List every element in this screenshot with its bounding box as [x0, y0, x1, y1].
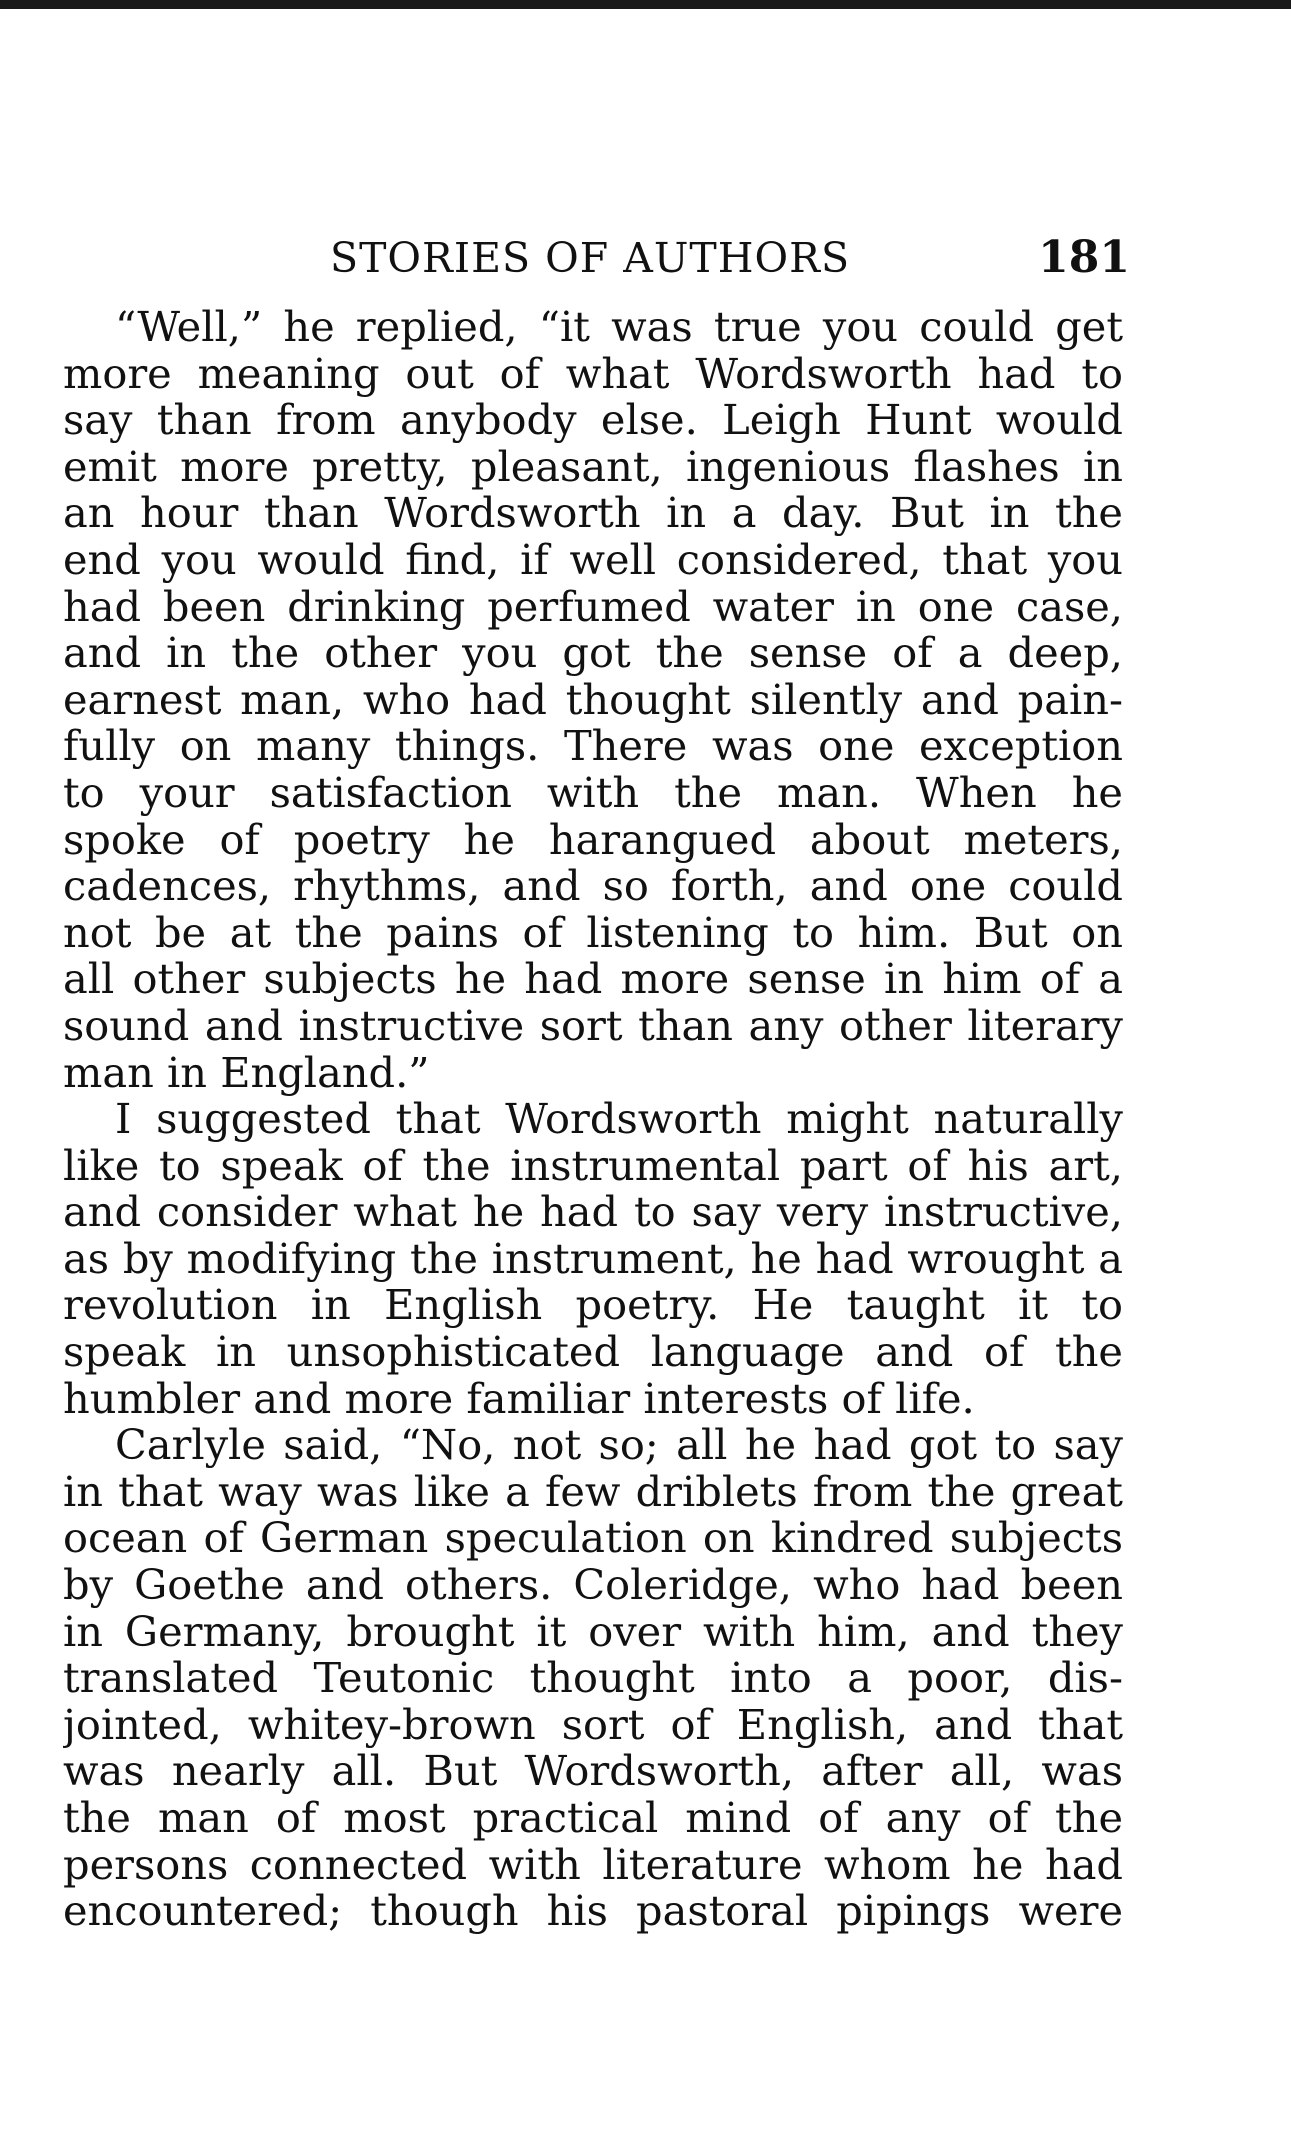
text-line: spoke of poetry he harangued about meters,	[63, 816, 1123, 864]
text-line: fully on many things. There was one exception	[63, 723, 1123, 770]
paragraph-3	[63, 1422, 1123, 1935]
text-line: cadences, rhythms, and so forth, and one could	[63, 863, 1123, 910]
text-line: as by modifying the instrument, he had wrought a	[63, 1235, 1123, 1283]
top-edge-rule	[0, 0, 1291, 9]
text-line: “Well,” he replied, “it was true you could get	[115, 304, 1123, 351]
running-title: STORIES OF AUTHORS	[330, 234, 851, 282]
text-line: translated Teutonic thought into a poor, dis-	[63, 1655, 1123, 1702]
text-line: like to speak of the instrumental part of his art,	[63, 1142, 1123, 1190]
paragraph-2	[63, 1096, 1123, 1422]
text-line: end you would find, if well considered, that you	[63, 536, 1123, 584]
text-line: Carlyle said, “No, not so; all he had got to say	[115, 1422, 1123, 1469]
text-line: in Germany, brought it over with him, and they	[63, 1608, 1123, 1656]
text-line: man in England.”	[63, 1049, 430, 1097]
text-line: persons connected with literature whom he had	[63, 1841, 1123, 1889]
text-line: sound and instructive sort than any other literary	[63, 1002, 1123, 1050]
text-line: encountered; though his pastoral pipings were	[63, 1888, 1123, 1935]
text-line: was nearly all. But Wordsworth, after all, was	[63, 1748, 1123, 1795]
text-line: earnest man, who had thought silently and pain-	[63, 676, 1123, 724]
text-line: and in the other you got the sense of a deep,	[63, 630, 1123, 677]
text-line: to your satisfaction with the man. When he	[63, 769, 1123, 817]
text-line: speak in unsophisticated language and of the	[63, 1329, 1123, 1376]
text-line: by Goethe and others. Coleridge, who had been	[63, 1562, 1123, 1609]
text-line: and consider what he had to say very instructive,	[63, 1189, 1123, 1236]
page-number: 181	[1038, 232, 1130, 283]
text-line: the man of most practical mind of any of the	[63, 1795, 1123, 1842]
text-line: humbler and more familiar interests of life.	[63, 1375, 975, 1423]
text-line: had been drinking perfumed water in one case,	[63, 583, 1123, 631]
text-line: jointed, whitey-brown sort of English, and that	[63, 1701, 1123, 1749]
text-line: I suggested that Wordsworth might naturally	[115, 1096, 1123, 1143]
text-line: an hour than Wordsworth in a day. But in the	[63, 490, 1123, 537]
text-line: ocean of German speculation on kindred subjects	[63, 1515, 1123, 1563]
text-line: revolution in English poetry. He taught it to	[63, 1282, 1123, 1330]
text-line: emit more pretty, pleasant, ingenious flashes in	[63, 443, 1123, 491]
text-line: say than from anybody else. Leigh Hunt would	[63, 397, 1123, 444]
body-text	[63, 304, 1123, 1935]
text-line: in that way was like a few driblets from the great	[63, 1468, 1123, 1516]
running-head	[60, 228, 1130, 288]
text-line: not be at the pains of listening to him. But on	[63, 909, 1123, 957]
text-line: all other subjects he had more sense in him of a	[63, 956, 1123, 1003]
paragraph-1	[63, 304, 1123, 1096]
text-line: more meaning out of what Wordsworth had to	[63, 350, 1123, 398]
